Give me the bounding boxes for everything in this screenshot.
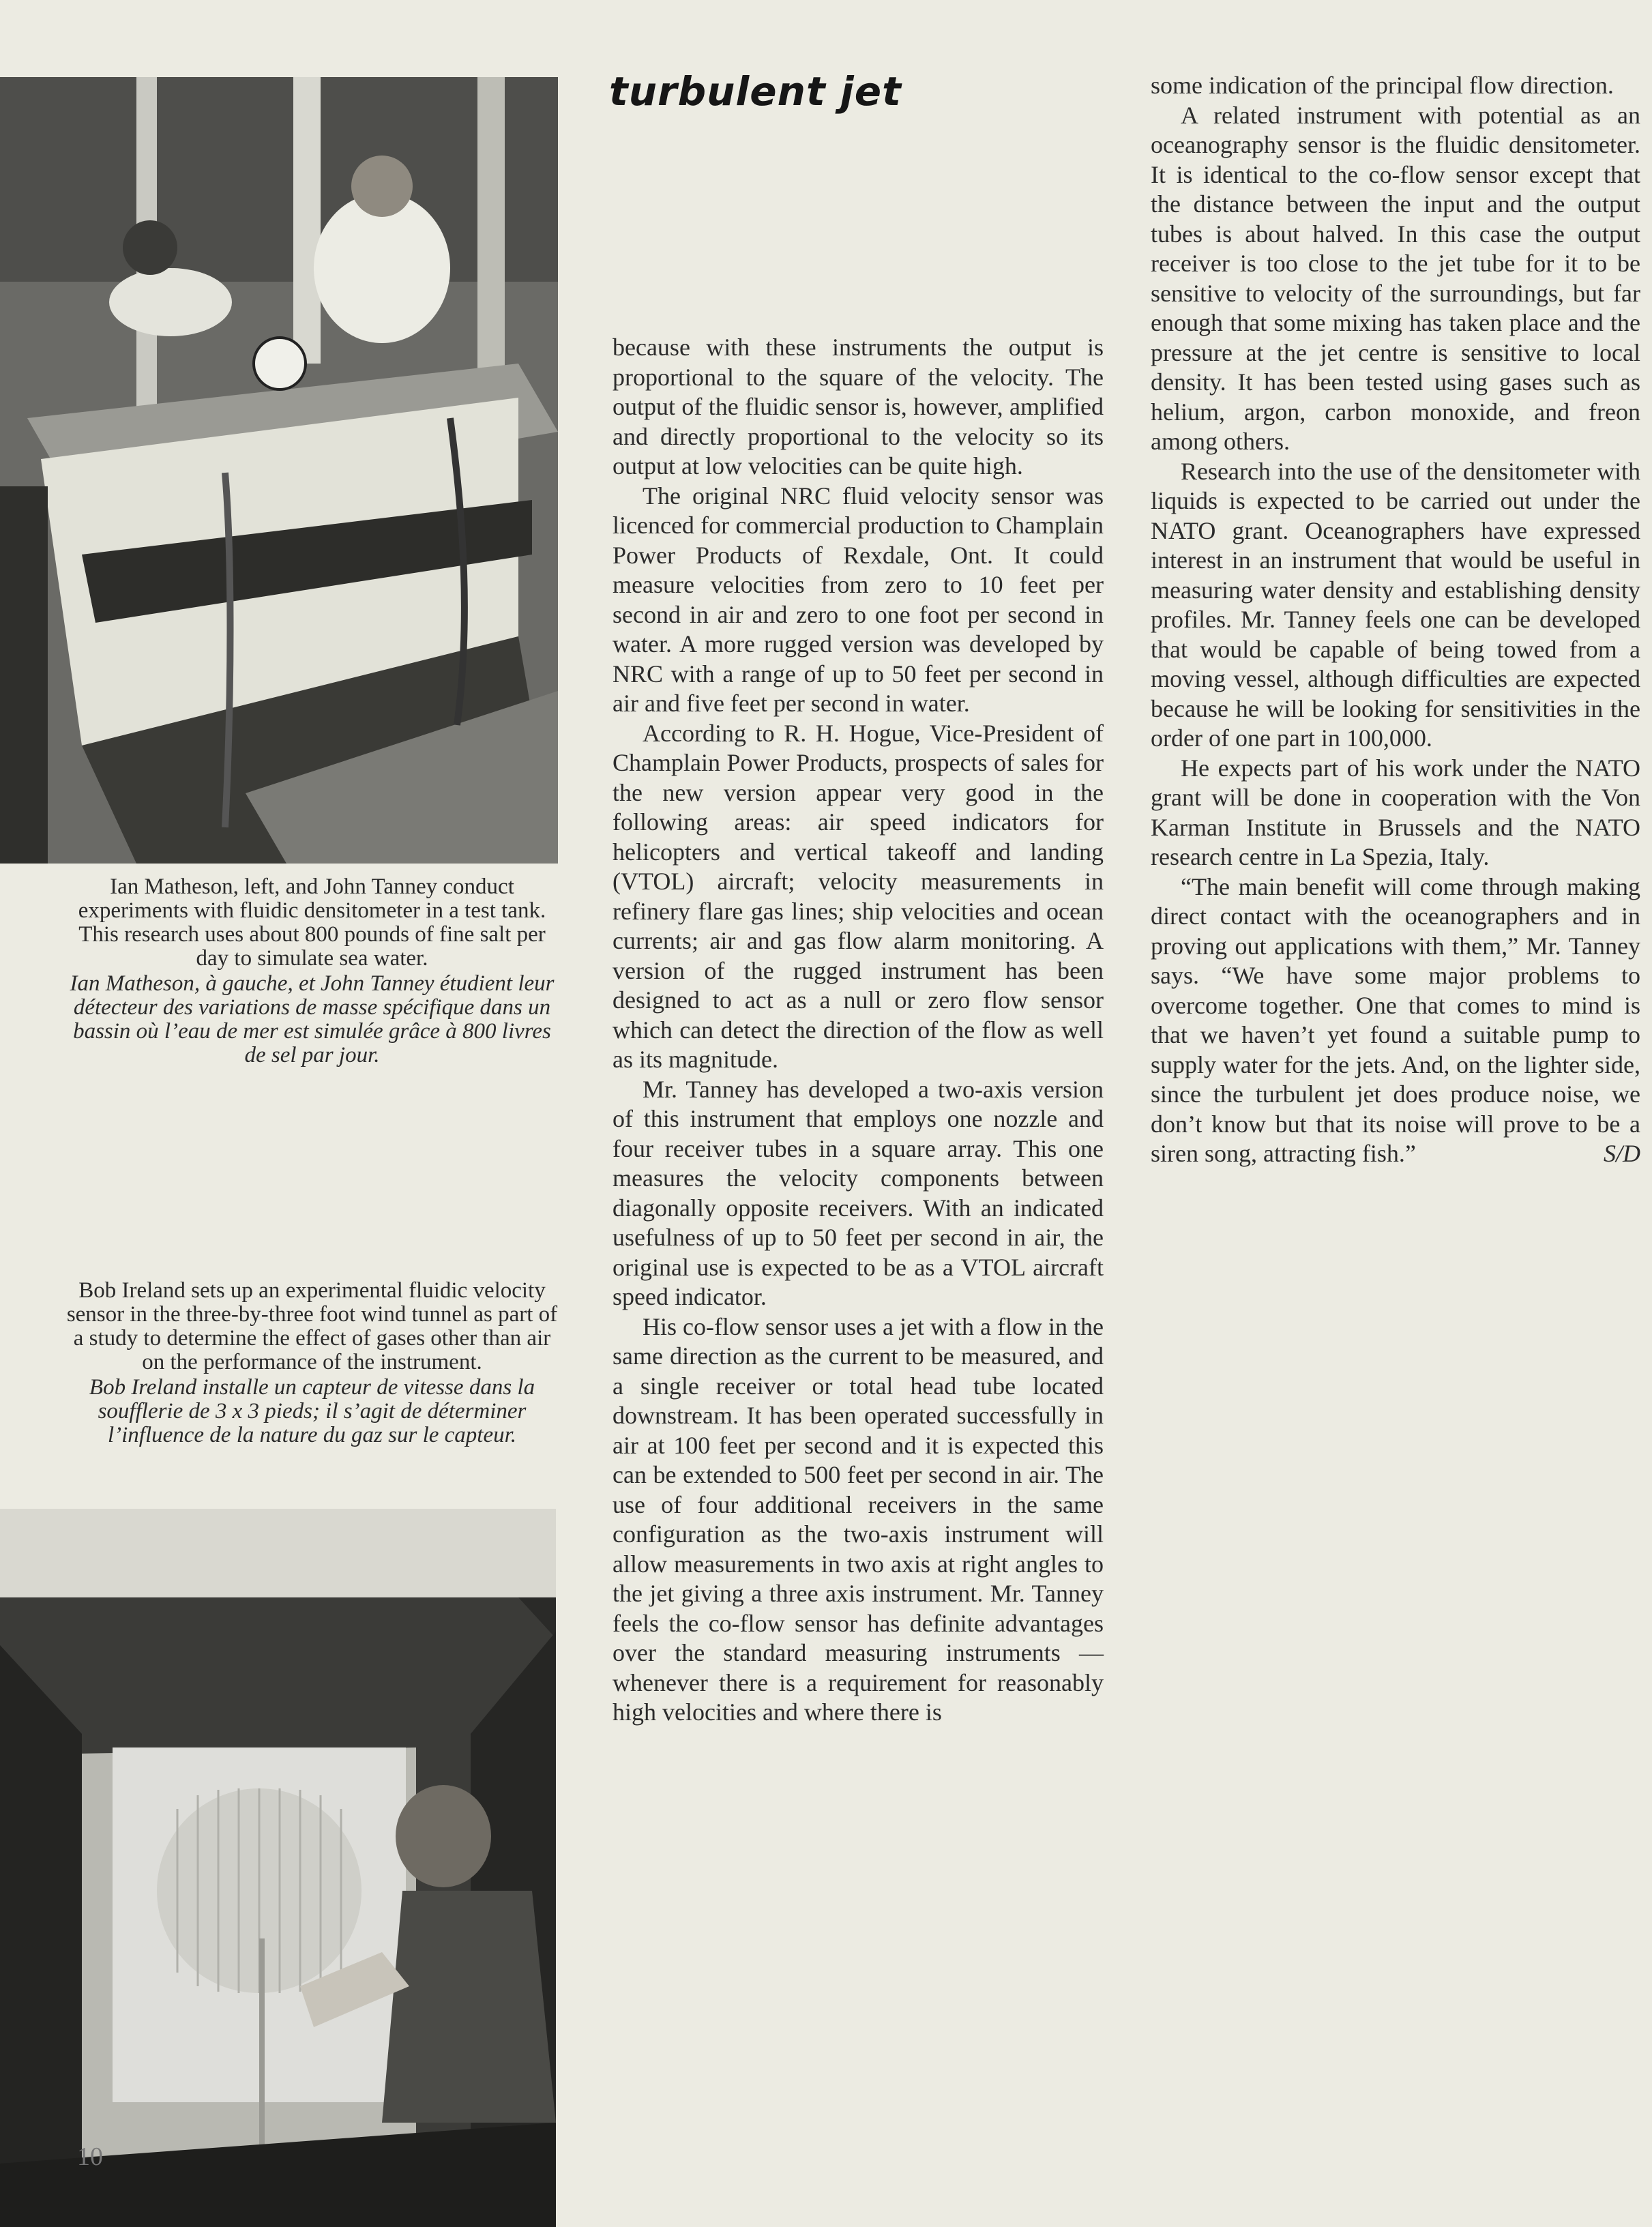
- article-column-right: [1151, 71, 1640, 1169]
- paragraph: He expects part of his work under the NATO grant will be done in cooperation with the Von Karman Institute in Brussels and the NATO research centre in La Spezia, Italy.: [1151, 754, 1640, 870]
- test-tank-illustration: [0, 77, 558, 864]
- paragraph: Research into the use of the densitometer with liquids is expected to be carried out under the NATO grant. Oceanographers have expressed interest in an instrument that would be useful in measuring water density and establishing density profiles. Mr. Tanney feels one can be developed that would be capable of being towed from a moving vessel, although difficulties are expected because he will be looking for sensitivities in the order of one part in 100,000.: [1151, 457, 1640, 752]
- caption-wind-tunnel-fr: Bob Ireland installe un capteur de vitesse dans la soufflerie de 3 x 3 pieds; il s’agit de déterminer l’influence de la nature du gaz sur le capteur.: [89, 1375, 535, 1447]
- photo-wind-tunnel: [0, 1509, 556, 2227]
- caption-wind-tunnel-en: Bob Ireland sets up an experimental fluidic velocity sensor in the three-by-three foot wind tunnel as part of a study to determine the effect of gases other than air on the performance of the instrument.: [66, 1278, 558, 1374]
- caption-test-tank-fr: Ian Matheson, à gauche, et John Tanney étudient leur détecteur des variations de masse spécifique dans un bassin où l’eau de mer est simulée grâce à 800 livres de sel par jour.: [70, 971, 555, 1067]
- paragraph: some indication of the principal flow direction.: [1151, 72, 1614, 99]
- paragraph: [1151, 872, 1640, 1169]
- caption-test-tank-en: Ian Matheson, left, and John Tanney conduct experiments with fluidic densitometer in a test tank. This research uses about 800 pounds of fine salt per day to simulate sea water.: [78, 874, 546, 971]
- article-column-middle: [613, 333, 1104, 1728]
- paragraph: The original NRC fluid velocity sensor was licenced for commercial production to Champlain Power Products of Rexdale, Ont. It could measure velocities from zero to 10 feet per second in air and zero to one foot per second in water. A more rugged version was developed by NRC with a range of up to 50 feet per second in air and five feet per second in water.: [613, 482, 1104, 717]
- caption-wind-tunnel: [65, 1279, 559, 1447]
- wind-tunnel-illustration: [0, 1509, 556, 2227]
- caption-test-tank: [65, 875, 559, 1067]
- paragraph-text: “The main benefit will come through making direct contact with the oceanographers and in proving out applications with them,” Mr. Tanney says. “We have some major problems to overcome together. One that comes to mind is that we haven’t yet found a suitable pump to supply water for the jets. And, on the lighter side, since the turbulent jet does produce noise, we don’t know but that its noise will prove to be a siren song, attracting fish.”: [1151, 872, 1640, 1167]
- photo-test-tank: [0, 77, 558, 864]
- paragraph: According to R. H. Hogue, Vice-President of Champlain Power Products, prospects of sales for the new version appear very good in the following areas: air speed indicators for helicopters and vertical takeoff and landing (VTOL) aircraft; velocity measurements in refinery flare gas lines; ship velocities and ocean currents; air and gas flow alarm monitoring. A version of the rugged instrument has been designed to act as a null or zero flow sensor which can detect the direction of the flow as well as its magnitude.: [613, 719, 1104, 1073]
- paragraph: Mr. Tanney has developed a two-axis version of this instrument that employs one nozzle and four receiver tubes in a square array. This one measures the velocity components between diagonally opposite receivers. With an indicated usefulness of up to 50 feet per second in air, the original use is expected to be as a VTOL aircraft speed indicator.: [613, 1075, 1104, 1310]
- article-title: turbulent jet: [609, 68, 902, 115]
- paragraph: A related instrument with potential as an oceanography sensor is the fluidic densitometer. It is identical to the co-flow sensor except that the distance between the input and the output tubes is about halved. In this case the output receiver is too close to the jet tube for it to be sensitive to velocity of the surroundings, but far enough that some mixing has taken place and the pressure at the jet centre is sensitive to local density. It has been tested using gases such as helium, argon, carbon monoxide, and freon among others.: [1151, 101, 1640, 455]
- paragraph: His co-flow sensor uses a jet with a flow in the same direction as the current to be measured, and a single receiver or total head tube located downstream. It has been operated successfully in air at 100 feet per second and it is expected this can be extended to 500 feet per second in air. The use of four additional receivers in the same configuration as the two-axis instrument will allow measurements in two axis at right angles to the jet giving a three axis instrument. Mr. Tanney feels the co-flow sensor has definite advantages over the standard measuring instruments — whenever there is a requirement for reasonably high velocities and where there is: [613, 1312, 1104, 1726]
- page-number: 10: [77, 2142, 103, 2171]
- paragraph: because with these instruments the output is proportional to the square of the velocity. The output of the fluidic sensor is, however, amplified and directly proportional to the velocity so its output at low velocities can be quite high.: [613, 334, 1104, 480]
- author-signoff: S/D: [1604, 1140, 1640, 1167]
